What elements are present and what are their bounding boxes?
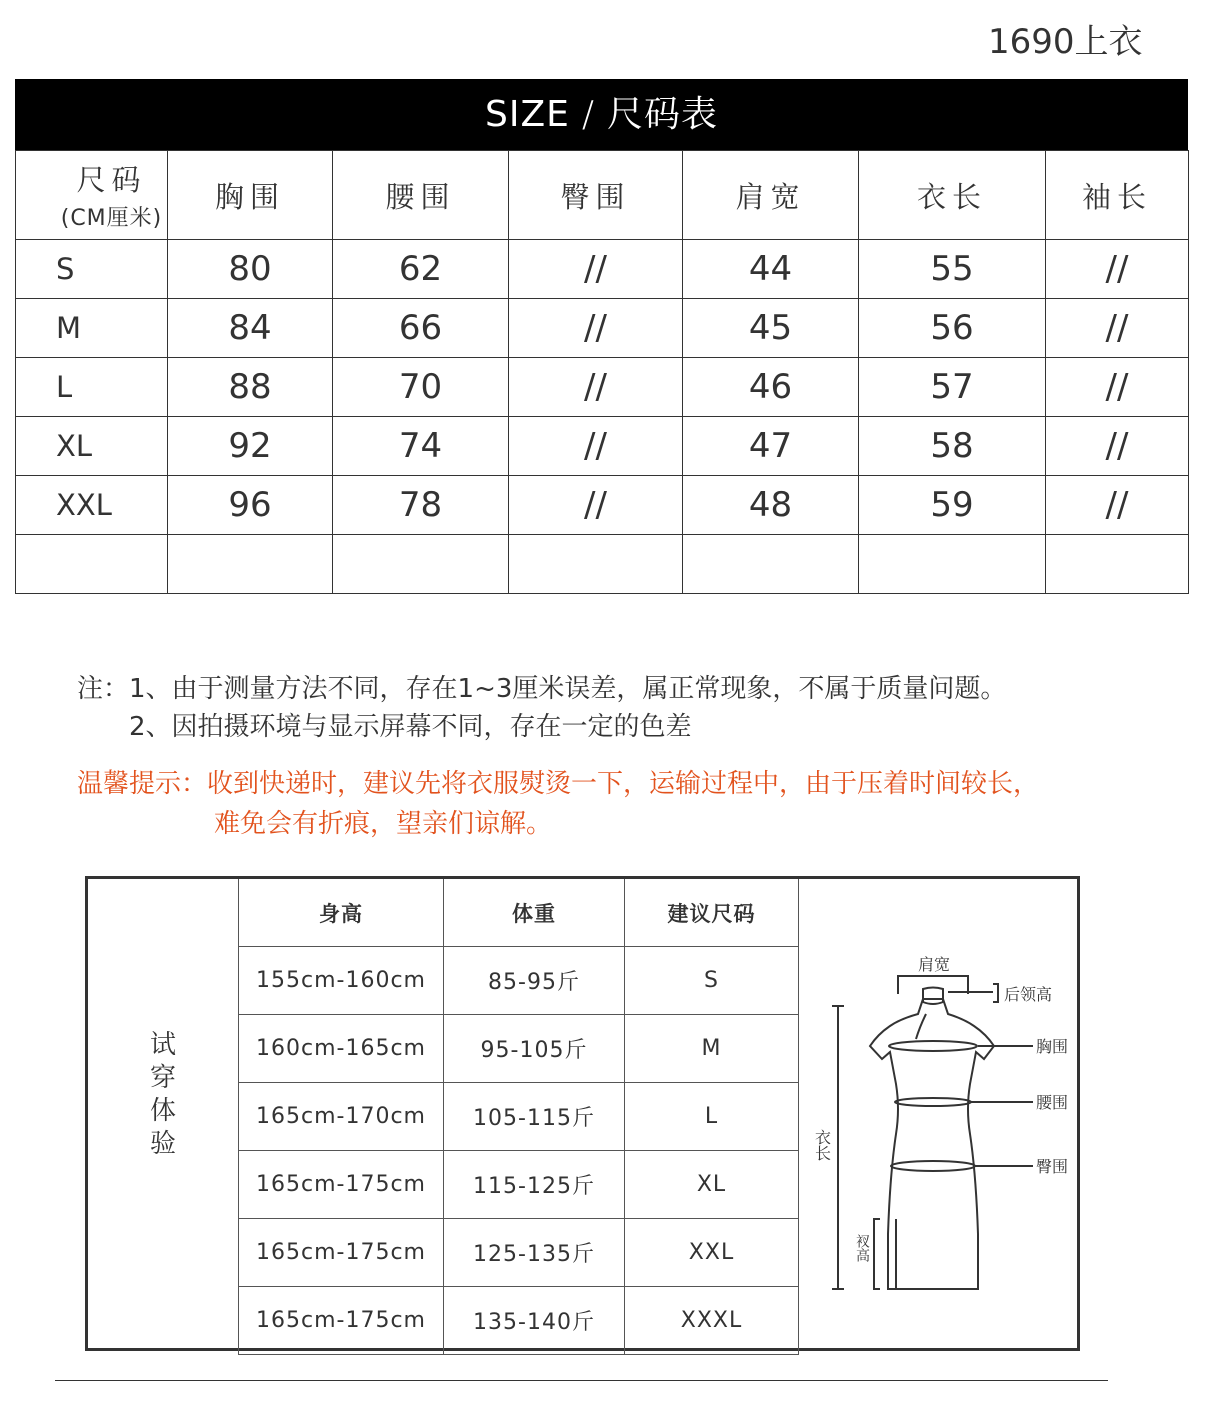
- table-cell: 80: [168, 240, 333, 299]
- waist-line: [895, 1098, 971, 1106]
- table-cell: 62: [333, 240, 509, 299]
- fit-experience-label: 试穿体验: [149, 1030, 176, 1159]
- table-cell: 59: [859, 476, 1046, 535]
- table-cell: [333, 535, 509, 594]
- tip-line-2: 难免会有折痕，望亲们谅解。: [214, 809, 553, 839]
- weight-cell: 115-125斤: [444, 1151, 625, 1219]
- header-unit: (CM厘米): [60, 206, 163, 231]
- table-cell: 92: [168, 417, 333, 476]
- fit-table-header: [239, 879, 799, 947]
- label-hip: 臀围: [1036, 1157, 1069, 1176]
- table-row: [16, 417, 1189, 476]
- table-cell: //: [1046, 417, 1189, 476]
- height-cell: 165cm-175cm: [239, 1287, 444, 1355]
- model-code: 1690上衣: [988, 22, 1143, 62]
- table-cell: //: [1046, 358, 1189, 417]
- table-cell: //: [509, 417, 683, 476]
- size-cell: L: [16, 358, 168, 417]
- header-size: [16, 151, 168, 240]
- size-table-header: [16, 151, 1189, 240]
- table-row: [16, 476, 1189, 535]
- table-row: [239, 947, 799, 1015]
- hip-line: [891, 1161, 975, 1171]
- table-row: [16, 240, 1189, 299]
- collar-bracket: [993, 984, 998, 1002]
- table-cell: //: [1046, 240, 1189, 299]
- table-row: [16, 299, 1189, 358]
- fit-table: [238, 879, 799, 1355]
- table-cell: 78: [333, 476, 509, 535]
- size-chart-banner: [15, 79, 1188, 150]
- table-cell: //: [509, 358, 683, 417]
- table-cell: 66: [333, 299, 509, 358]
- table-cell: 58: [859, 417, 1046, 476]
- table-cell: 88: [168, 358, 333, 417]
- table-cell: 46: [683, 358, 859, 417]
- table-cell: //: [1046, 299, 1189, 358]
- table-cell: 44: [683, 240, 859, 299]
- table-cell: //: [509, 476, 683, 535]
- table-cell: [168, 535, 333, 594]
- height-cell: 155cm-160cm: [239, 947, 444, 1015]
- table-cell: 57: [859, 358, 1046, 417]
- size-cell: S: [16, 240, 168, 299]
- table-cell: 45: [683, 299, 859, 358]
- label-shoulder: 肩宽: [918, 955, 951, 974]
- banner-en: SIZE: [484, 94, 570, 135]
- note-line-2: 2、因拍摄环境与显示屏幕不同，存在一定的色差: [129, 712, 692, 742]
- size-cell: M: [16, 299, 168, 358]
- table-cell: 84: [168, 299, 333, 358]
- note-line-1: 注：1、由于测量方法不同，存在1~3厘米误差，属正常现象，不属于质量问题。: [77, 674, 1007, 704]
- table-row-empty: [16, 535, 1189, 594]
- size-cell: XXL: [16, 476, 168, 535]
- banner-zh: 尺码表: [607, 94, 719, 135]
- collar-shape: [923, 988, 943, 1005]
- height-cell: 165cm-175cm: [239, 1219, 444, 1287]
- size-cell: XXL: [625, 1219, 799, 1287]
- size-table: [15, 150, 1189, 594]
- table-cell: 74: [333, 417, 509, 476]
- header-size-label: 尺码: [76, 163, 147, 197]
- chest-line: [889, 1041, 977, 1051]
- label-chest: 胸围: [1036, 1037, 1069, 1056]
- table-cell: //: [509, 299, 683, 358]
- table-cell: 56: [859, 299, 1046, 358]
- measurement-notes: [77, 670, 1006, 746]
- header-hip: 臀围: [509, 151, 683, 240]
- fit-experience-box: [85, 876, 1080, 1351]
- tip-line-1: 温馨提示：收到快递时，建议先将衣服熨烫一下，运输过程中，由于压着时间较长，: [77, 769, 1040, 799]
- table-row: [239, 1219, 799, 1287]
- bottom-divider: [55, 1380, 1108, 1381]
- table-cell: 55: [859, 240, 1046, 299]
- header-height: 身高: [239, 879, 444, 947]
- height-cell: 165cm-175cm: [239, 1151, 444, 1219]
- table-cell: 70: [333, 358, 509, 417]
- table-cell: 47: [683, 417, 859, 476]
- weight-cell: 105-115斤: [444, 1083, 625, 1151]
- header-chest: 胸围: [168, 151, 333, 240]
- header-weight: 体重: [444, 879, 625, 947]
- label-length: 衣长: [812, 1129, 832, 1161]
- size-cell: M: [625, 1015, 799, 1083]
- height-cell: 160cm-165cm: [239, 1015, 444, 1083]
- table-cell: [859, 535, 1046, 594]
- weight-cell: 125-135斤: [444, 1219, 625, 1287]
- dress-outline: [870, 999, 994, 1289]
- height-cell: 165cm-170cm: [239, 1083, 444, 1151]
- placket-line: [916, 1014, 926, 1039]
- banner-separator: /: [581, 94, 595, 135]
- header-sleeve: 袖长: [1046, 151, 1189, 240]
- qipao-measurement-diagram: [812, 934, 1078, 1294]
- table-row: [239, 1287, 799, 1355]
- size-cell: XL: [625, 1151, 799, 1219]
- header-recommended-size: 建议尺码: [625, 879, 799, 947]
- table-row: [16, 358, 1189, 417]
- table-cell: [509, 535, 683, 594]
- size-cell: [16, 535, 168, 594]
- weight-cell: 95-105斤: [444, 1015, 625, 1083]
- size-cell: L: [625, 1083, 799, 1151]
- header-length: 衣长: [859, 151, 1046, 240]
- table-cell: [683, 535, 859, 594]
- weight-cell: 85-95斤: [444, 947, 625, 1015]
- table-cell: [1046, 535, 1189, 594]
- table-cell: 96: [168, 476, 333, 535]
- label-waist: 腰围: [1036, 1093, 1069, 1112]
- header-shoulder: 肩宽: [683, 151, 859, 240]
- warm-tips: [77, 764, 1039, 844]
- table-row: [239, 1151, 799, 1219]
- size-cell: XL: [16, 417, 168, 476]
- label-collar: 后领高: [1004, 985, 1053, 1004]
- size-cell: S: [625, 947, 799, 1015]
- table-cell: //: [509, 240, 683, 299]
- weight-cell: 135-140斤: [444, 1287, 625, 1355]
- table-row: [239, 1083, 799, 1151]
- table-row: [239, 1015, 799, 1083]
- size-cell: XXXL: [625, 1287, 799, 1355]
- label-slit: 衩高: [854, 1234, 870, 1262]
- header-waist: 腰围: [333, 151, 509, 240]
- slit-bracket: [874, 1219, 880, 1289]
- table-cell: 48: [683, 476, 859, 535]
- table-cell: //: [1046, 476, 1189, 535]
